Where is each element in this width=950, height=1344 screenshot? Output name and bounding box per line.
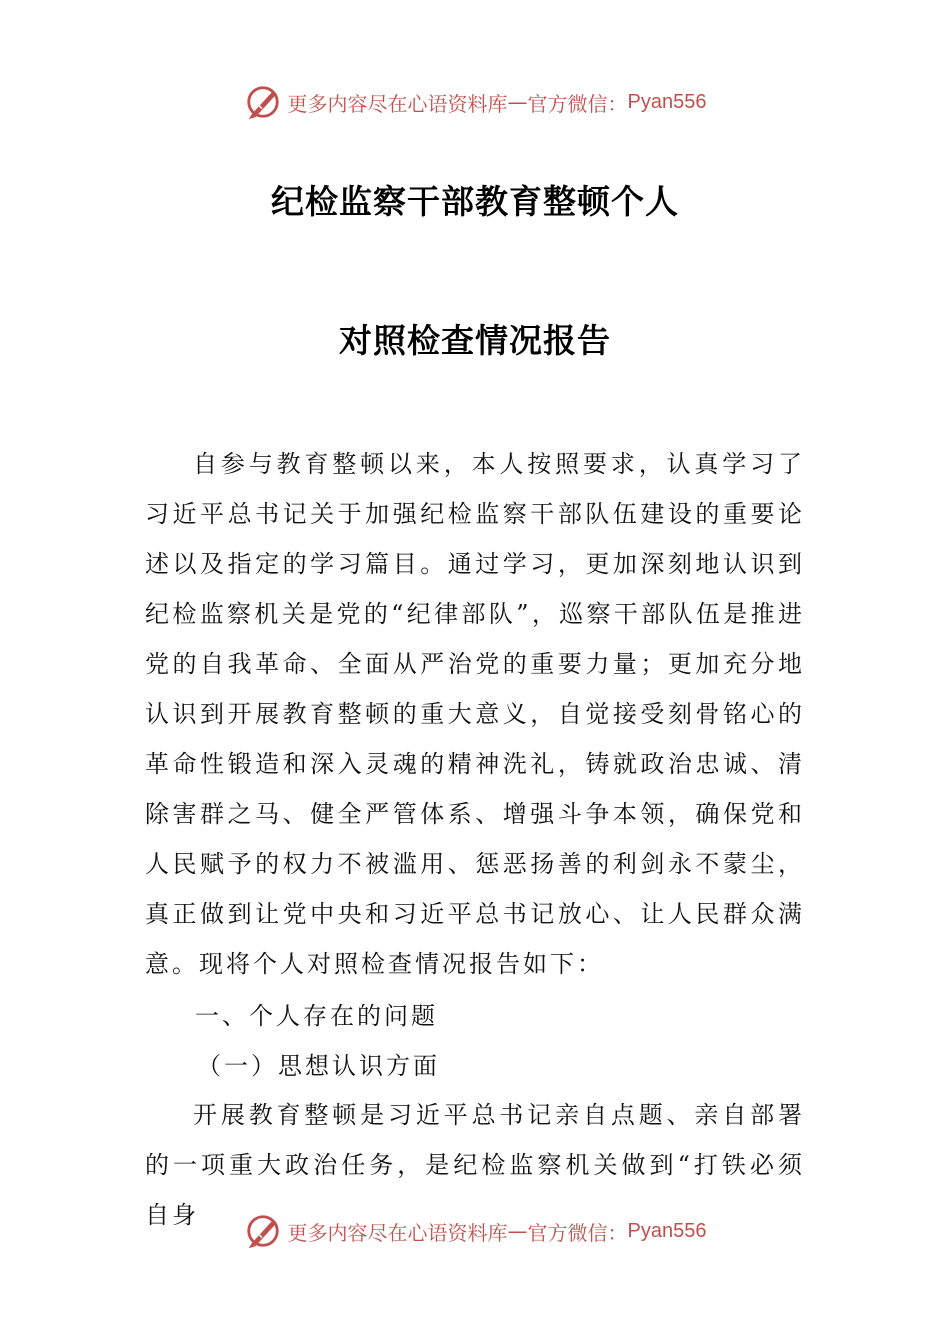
header-watermark <box>0 80 950 124</box>
section-heading: 一、个人存在的问题 <box>195 1002 438 1030</box>
subsection-heading: （一）思想认识方面 <box>197 1052 440 1080</box>
pen-circle-logo-icon <box>244 83 282 121</box>
footer-watermark <box>0 1209 950 1253</box>
watermark-wechat-id: Pyan556 <box>627 90 707 113</box>
watermark-wechat-id: Pyan556 <box>627 1219 707 1242</box>
intro-section <box>145 439 805 989</box>
watermark-separator: — <box>507 1219 528 1243</box>
watermark-wechat-label: 官方微信： <box>527 91 628 116</box>
document-title-line-2: 对照检查情况报告 <box>339 321 611 360</box>
watermark-text: 更多内容尽在心语资料库 <box>287 91 508 116</box>
document-title-line-1: 纪检监察干部教育整顿个人 <box>271 182 679 221</box>
watermark-text: 更多内容尽在心语资料库 <box>287 1220 508 1245</box>
watermark-wechat-label: 官方微信： <box>527 1220 628 1245</box>
intro-paragraph: 自参与教育整顿以来，本人按照要求，认真学习了习近平总书记关于加强纪检监察干部队伍建设的重要论述以及指定的学习篇目。通过学习，更加深刻地认识到纪检监察机关是党的“纪律部队”，巡察干部队伍是推进党的自我革命、全面从严治党的重要力量；更加充分地认识到开展教育整顿的重大意义，自觉接受刻骨铭心的革命性锻造和深入灵魂的精神洗礼，铸就政治忠诚、清除害群之马、健全严管体系、增强斗争本领，确保党和人民赋予的权力不被滥用、惩恶扬善的利剑永不蒙尘，真正做到让党中央和习近平总书记放心、让人民群众满意。现将个人对照检查情况报告如下： <box>145 450 805 978</box>
watermark-separator: — <box>507 90 528 114</box>
pen-circle-logo-icon <box>244 1212 282 1250</box>
section-paragraph: 开展教育整顿是习近平总书记亲自点题、亲自部署的一项重大政治任务，是纪检监察机关做到“打铁必须自身 <box>145 1101 805 1229</box>
